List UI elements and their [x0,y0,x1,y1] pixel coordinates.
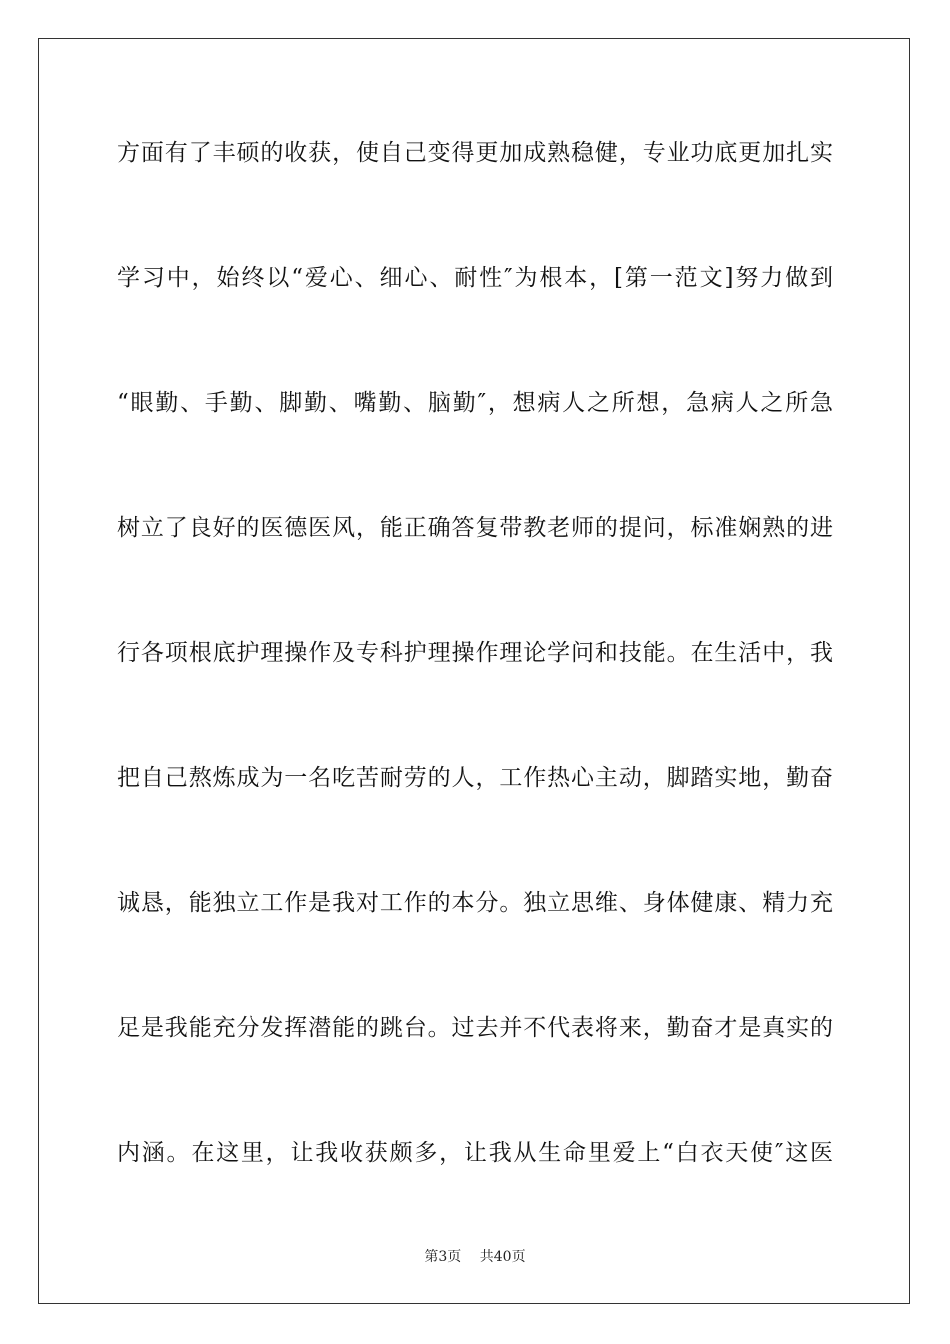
text-line: 行各项根底护理操作及专科护理操作理论学问和技能。在生活中，我 [117,640,833,666]
text-line: 学习中，始终以“爱心、细心、耐性″为根本，[第一范文]努力做到 [117,265,833,291]
document-body [117,130,833,1255]
page-footer [0,1247,950,1267]
text-line: 方面有了丰硕的收获，使自己变得更加成熟稳健，专业功底更加扎实 [117,140,833,166]
text-line: 把自己熬炼成为一名吃苦耐劳的人，工作热心主动，脚踏实地，勤奋 [117,765,833,791]
text-line: 诚恳，能独立工作是我对工作的本分。独立思维、身体健康、精力充 [117,890,833,916]
page-total: 共40页 [479,1249,526,1265]
text-line: 内涵。在这里，让我收获颇多，让我从生命里爱上“白衣天使″这医 [117,1140,833,1166]
text-line: 树立了良好的医德医风，能正确答复带教老师的提问，标准娴熟的进 [117,515,833,541]
text-line: 足是我能充分发挥潜能的跳台。过去并不代表将来，勤奋才是真实的 [117,1015,833,1041]
text-line: “眼勤、手勤、脚勤、嘴勤、脑勤″，想病人之所想，急病人之所急 [117,390,833,416]
page-number: 第3页 [424,1249,462,1265]
